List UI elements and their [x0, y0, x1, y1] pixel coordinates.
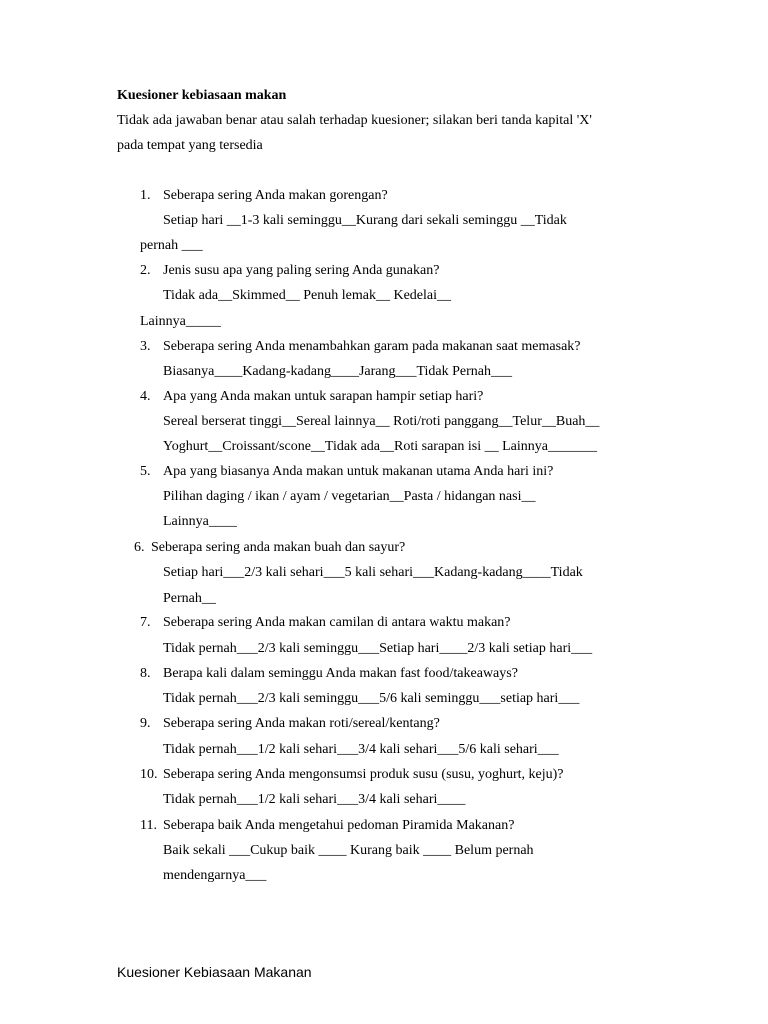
- question-4-number: 4.: [140, 389, 151, 404]
- question-11-options-line-1: Baik sekali ___Cukup baik ____ Kurang baik ____ Belum pernah: [163, 843, 534, 858]
- question-4-options-line-2: Yoghurt__Croissant/scone__Tidak ada__Roti sarapan isi __ Lainnya_______: [163, 439, 597, 454]
- question-2-number: 2.: [140, 263, 151, 278]
- question-11-text: Seberapa baik Anda mengetahui pedoman Piramida Makanan?: [163, 818, 515, 833]
- question-10-text: Seberapa sering Anda mengonsumsi produk susu (susu, yoghurt, keju)?: [163, 767, 564, 782]
- question-5-text: Apa yang biasanya Anda makan untuk makanan utama Anda hari ini?: [163, 464, 554, 479]
- question-2-options-line-1: Tidak ada__Skimmed__ Penuh lemak__ Kedelai__: [163, 288, 451, 303]
- question-4-options-line-1: Sereal berserat tinggi__Sereal lainnya__ Roti/roti panggang__Telur__Buah__: [163, 414, 600, 429]
- question-5-options-line-2: Lainnya____: [163, 514, 237, 529]
- question-3-options-line-1: Biasanya____Kadang-kadang____Jarang___Tidak Pernah___: [163, 364, 513, 379]
- intro-line-1: Tidak ada jawaban benar atau salah terhadap kuesioner; silakan beri tanda kapital 'X': [117, 113, 592, 128]
- question-10-options-line-1: Tidak pernah___1/2 kali sehari___3/4 kali sehari____: [163, 792, 466, 807]
- question-8-options-line-1: Tidak pernah___2/3 kali seminggu___5/6 kali seminggu___setiap hari___: [163, 691, 580, 706]
- question-5-options-line-1: Pilihan daging / ikan / ayam / vegetarian__Pasta / hidangan nasi__: [163, 489, 536, 504]
- question-6-text: Seberapa sering anda makan buah dan sayur?: [151, 540, 406, 555]
- question-2-text: Jenis susu apa yang paling sering Anda gunakan?: [163, 263, 440, 278]
- question-8-number: 8.: [140, 666, 151, 681]
- question-6-options-line-2: Pernah__: [163, 591, 216, 606]
- question-2-options-line-2: Lainnya_____: [140, 314, 221, 329]
- question-3-text: Seberapa sering Anda menambahkan garam pada makanan saat memasak?: [163, 339, 581, 354]
- question-1-number: 1.: [140, 188, 151, 203]
- question-4-text: Apa yang Anda makan untuk sarapan hampir setiap hari?: [163, 389, 484, 404]
- page-title: Kuesioner kebiasaan makan: [117, 88, 287, 103]
- question-7-number: 7.: [140, 615, 151, 630]
- question-1-text: Seberapa sering Anda makan gorengan?: [163, 188, 388, 203]
- question-6-options-line-1: Setiap hari___2/3 kali sehari___5 kali sehari___Kadang-kadang____Tidak: [163, 565, 583, 580]
- question-6-number: 6.: [134, 540, 145, 555]
- question-7-text: Seberapa sering Anda makan camilan di antara waktu makan?: [163, 615, 511, 630]
- question-10-number: 10.: [140, 767, 158, 782]
- intro-line-2: pada tempat yang tersedia: [117, 138, 263, 153]
- question-11-number: 11.: [140, 818, 157, 833]
- question-5-number: 5.: [140, 464, 151, 479]
- question-3-number: 3.: [140, 339, 151, 354]
- question-8-text: Berapa kali dalam seminggu Anda makan fast food/takeaways?: [163, 666, 518, 681]
- question-11-options-line-2: mendengarnya___: [163, 868, 267, 883]
- page-footer: Kuesioner Kebiasaan Makanan: [117, 964, 312, 980]
- question-9-text: Seberapa sering Anda makan roti/sereal/kentang?: [163, 716, 440, 731]
- question-9-number: 9.: [140, 716, 151, 731]
- question-9-options-line-1: Tidak pernah___1/2 kali sehari___3/4 kali sehari___5/6 kali sehari___: [163, 742, 559, 757]
- question-7-options-line-1: Tidak pernah___2/3 kali seminggu___Setiap hari____2/3 kali setiap hari___: [163, 641, 593, 656]
- question-1-options-line-1: Setiap hari __1-3 kali seminggu__Kurang dari sekali seminggu __Tidak: [163, 213, 567, 228]
- question-1-options-line-2: pernah ___: [140, 238, 203, 253]
